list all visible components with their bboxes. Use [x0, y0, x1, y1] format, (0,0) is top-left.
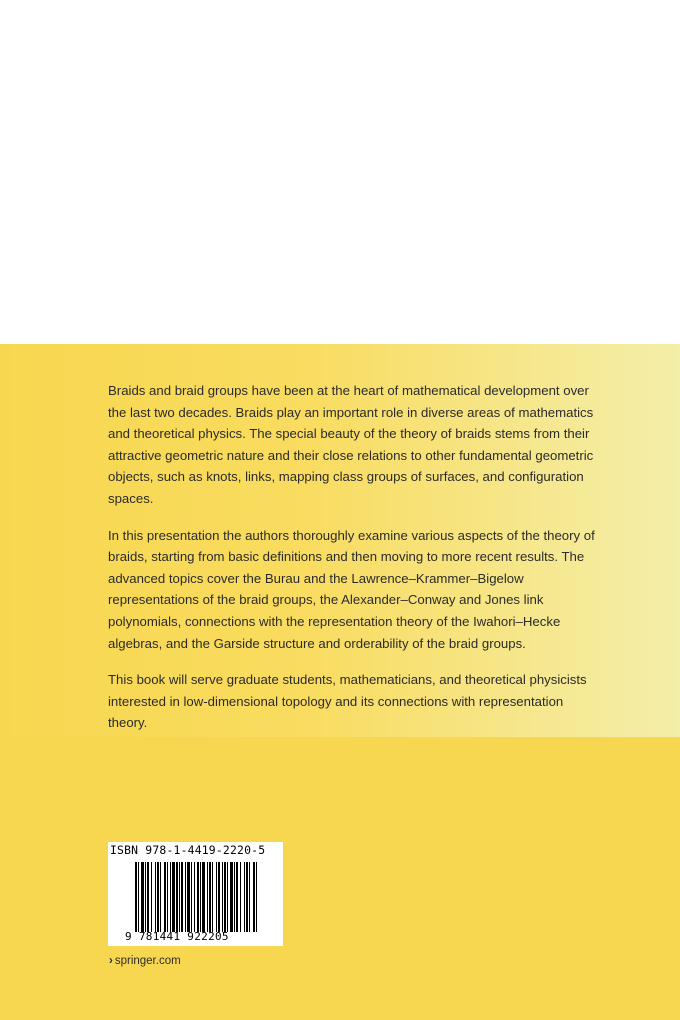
barcode-bar	[209, 862, 211, 932]
barcode-bar	[191, 862, 192, 932]
isbn-barcode	[108, 842, 283, 946]
barcode-bar	[187, 862, 190, 932]
barcode-bar	[227, 862, 228, 932]
barcode-bar	[244, 862, 245, 932]
blurb-paragraph-1: Braids and braid groups have been at the heart of mathematical development over the last two decades. Braids play an important role in diverse areas of mathematics and theoretical physics. The special beauty of the theory of braids stems from their attractive geometric nature and their close relations to other fundamental geometric objects, such as knots, links, mapping class groups of surfaces, and configuration spaces.	[108, 383, 594, 506]
barcode-bar	[164, 862, 166, 932]
barcode-bar	[240, 862, 241, 932]
barcode-bar	[157, 862, 159, 932]
barcode-bar	[181, 862, 183, 932]
barcode-bar	[141, 862, 144, 932]
barcode-bar	[135, 862, 137, 932]
barcode-bar	[176, 862, 178, 932]
barcode-bar	[218, 862, 220, 932]
barcode-bar	[160, 862, 161, 932]
barcode-bar	[224, 862, 226, 932]
barcode-bar	[147, 862, 149, 932]
barcode-bar	[179, 862, 180, 932]
barcode-bar	[236, 862, 238, 932]
barcode-bar	[172, 862, 175, 932]
barcode-bars	[135, 862, 258, 932]
barcode-bar	[185, 862, 186, 932]
barcode-digits: 9 781441 922205	[125, 930, 229, 943]
barcode-bar	[167, 862, 168, 932]
barcode-bar	[246, 862, 248, 932]
barcode-bar	[170, 862, 171, 932]
barcode-bar	[230, 862, 233, 932]
blurb-paragraph-3: This book will serve graduate students, mathematicians, and theoretical physicists interested in low-dimensional topology and its connections with representation theory.	[108, 672, 587, 731]
chevron-right-icon: ›	[109, 955, 113, 967]
barcode-bar	[151, 862, 152, 932]
barcode-bar	[253, 862, 255, 932]
barcode-bar	[138, 862, 139, 932]
barcode-bar	[207, 862, 208, 932]
barcode-bar	[145, 862, 146, 932]
barcode-bar	[200, 862, 201, 932]
barcode-bar	[212, 862, 213, 932]
barcode-bar	[197, 862, 199, 932]
back-cover-blurb	[108, 380, 603, 749]
publisher-website	[109, 955, 181, 967]
barcode-bar	[216, 862, 217, 932]
barcode-bar	[194, 862, 195, 932]
cover-top-white-area	[0, 0, 680, 344]
barcode-bar	[202, 862, 205, 932]
barcode-bar	[155, 862, 156, 932]
barcode-bar	[249, 862, 250, 932]
website-text: springer.com	[114, 955, 181, 967]
isbn-label: ISBN 978-1-4419-2220-5	[110, 843, 266, 857]
blurb-paragraph-2: In this presentation the authors thoroughly examine various aspects of the theory of braids, starting from basic definitions and then moving to more recent results. The advanced topics cover the Burau and the Lawrence–Krammer–Bigelow representations of the braid groups, the Alexander–Conway and Jones link polynomials, connections with the representation theory of the Iwahori–Hecke algebras, and the Garside structure and orderability of the braid groups.	[108, 527, 595, 651]
barcode-bar	[222, 862, 223, 932]
barcode-bar	[256, 862, 257, 932]
barcode-bar	[234, 862, 235, 932]
